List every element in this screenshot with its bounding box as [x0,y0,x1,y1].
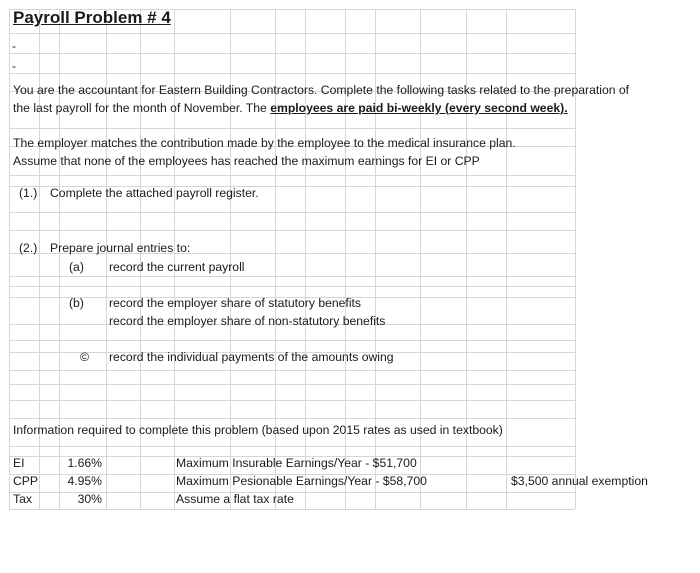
rate-name-ei: EI [13,456,25,470]
task-2-text: Prepare journal entries to: [50,241,191,255]
dash-line-1: - [12,39,16,53]
rate-desc-tax: Assume a flat tax rate [176,492,294,506]
dash-line-2: - [12,59,16,73]
task-1-number: (1.) [19,186,38,200]
task-1-text: Complete the attached payroll register. [50,186,259,200]
rate-value-ei: 1.66% [67,456,102,470]
intro-line-1: You are the accountant for Eastern Building Contractors. Complete the following tasks related to the preparation of [13,83,630,97]
intro-line-2-text: the last payroll for the month of November. The [13,101,271,115]
page-title: Payroll Problem # 4 [13,8,171,27]
task-2-number: (2.) [19,241,38,255]
rate-value-tax: 30% [77,492,102,506]
rate-extra-cpp: $3,500 annual exemption [511,474,648,488]
task-2a-text: record the current payroll [109,260,245,274]
notes-line-1: The employer matches the contribution made by the employee to the medical insurance plan. [13,136,516,150]
task-2c-label: © [80,350,89,364]
task-2b-text-2: record the employer share of non-statutory benefits [109,314,386,328]
rate-desc-cpp: Maximum Pesionable Earnings/Year - $58,700 [176,474,427,488]
rate-name-cpp: CPP [13,474,39,488]
rate-desc-ei: Maximum Insurable Earnings/Year - $51,700 [176,456,417,470]
pay-frequency-emphasis: employees are paid bi-weekly (every second week). [270,101,568,115]
task-2a-label: (a) [69,260,84,274]
task-2b-label: (b) [69,296,84,310]
notes-line-2: Assume that none of the employees has reached the maximum earnings for EI or CPP [13,154,480,168]
info-header: Information required to complete this problem (based upon 2015 rates as used in textbook) [13,423,503,437]
intro-line-2 [13,100,568,116]
rate-value-cpp: 4.95% [67,474,102,488]
task-2c-text: record the individual payments of the amounts owing [109,350,394,364]
task-2b-text-1: record the employer share of statutory benefits [109,296,362,310]
rate-name-tax: Tax [13,492,32,506]
